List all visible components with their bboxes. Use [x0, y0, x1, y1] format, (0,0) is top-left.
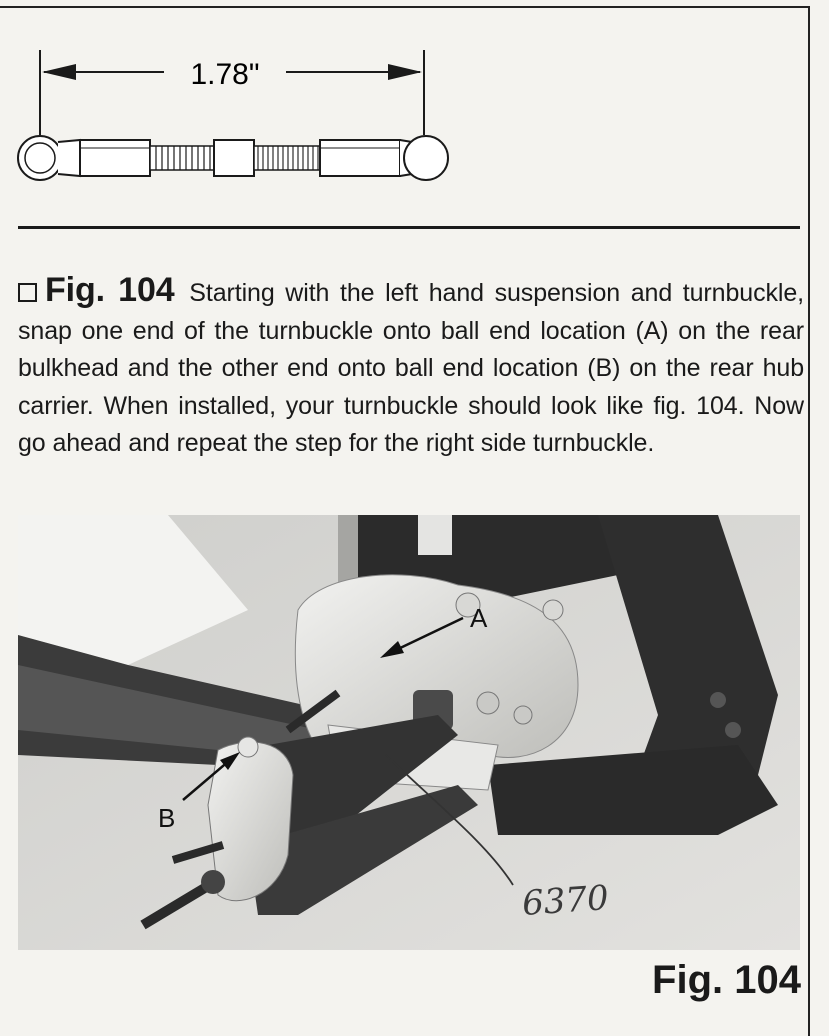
turnbuckle-diagram: [14, 40, 464, 200]
suspension-photo: [18, 515, 800, 950]
step-instruction: [18, 272, 804, 463]
threaded-rod-left: [150, 146, 214, 170]
right-rod-end: [320, 136, 448, 180]
section-divider: [18, 226, 800, 229]
step-checkbox[interactable]: [18, 283, 37, 302]
center-nut: [214, 140, 254, 176]
callout-label-b: B: [158, 803, 176, 833]
callout-label-a: A: [470, 603, 488, 633]
handwritten-note: 6370: [520, 878, 610, 924]
figure-caption: Fig. 104: [652, 958, 801, 1002]
dimension-label: 1.78": [190, 58, 260, 91]
step-text: Starting with the left hand suspension and turnbuckle, snap one end of the turnbuckle onto ball end location (A) on the rear bulkhead and the other end onto ball end location (B) on the rear hub carrier. When installed, your turnbuckle should look like fig. 104. Now go ahead and repeat the step for the right side turnbuckle.: [18, 279, 804, 457]
threaded-rod-right: [254, 146, 320, 170]
step-figure-label: Fig. 104: [45, 271, 175, 309]
left-rod-end: [18, 136, 150, 180]
